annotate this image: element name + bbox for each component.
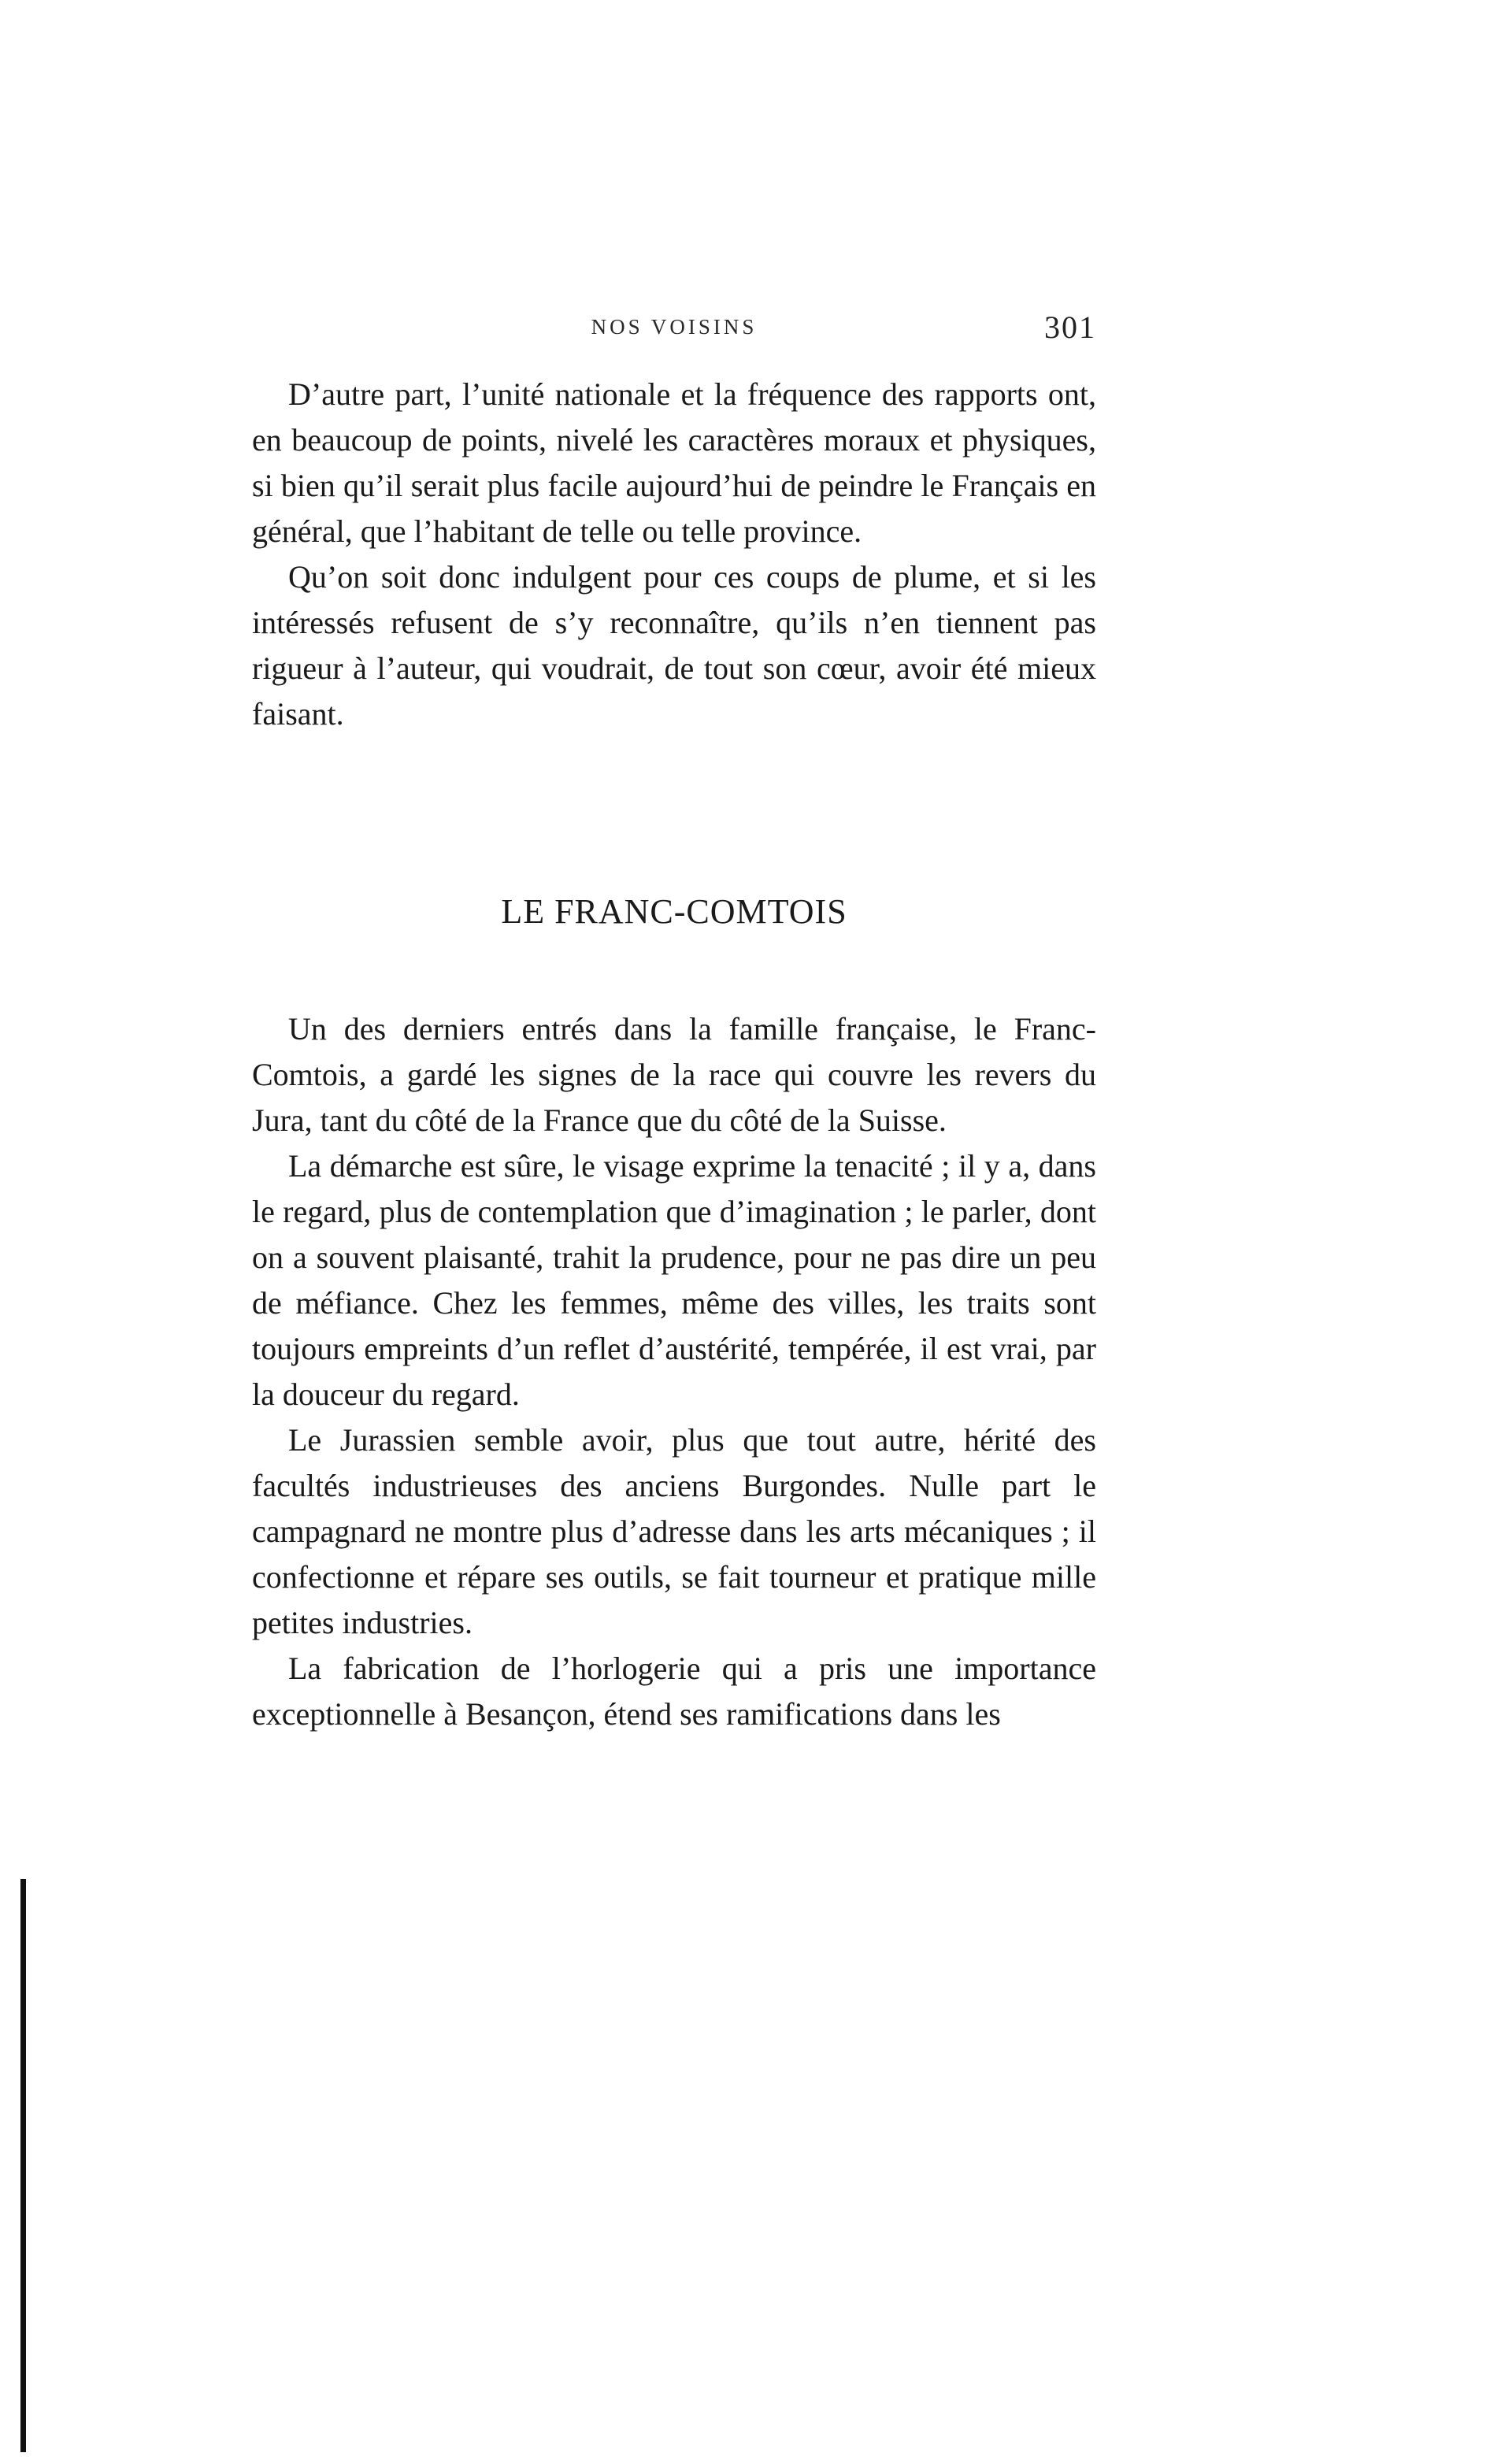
running-title: NOS VOISINS: [591, 315, 758, 339]
intro-text: [252, 372, 1096, 737]
paragraph: Qu’on soit donc indulgent pour ces coups de plume, et si les intéressés refusent de s’y reconnaître, qu’ils n’en tiennent pas rigueur à l’auteur, qui voudrait, de tout son cœur, avoir été mieux faisant.: [252, 559, 1096, 732]
paragraph: D’autre part, l’unité nationale et la fréquence des rapports ont, en beaucoup de points, nivelé les caractères moraux et physiques, si bien qu’il serait plus facile aujourd’hui de peindre le Français en général, que l’habitant de telle ou telle province.: [252, 376, 1096, 549]
paragraph: Le Jurassien semble avoir, plus que tout autre, hérité des facultés industrieuses des anciens Burgondes. Nulle part le campagnard ne montre plus d’adresse dans les arts mécaniques ; il confectionne et répare ses outils, se fait tourneur et pratique mille petites industries.: [252, 1422, 1096, 1640]
running-head: [252, 309, 1096, 348]
paragraph: Un des derniers entrés dans la famille française, le Franc-Comtois, a gardé les signes de la race qui couvre les revers du Jura, tant du côté de la France que du côté de la Suisse.: [252, 1011, 1096, 1138]
scan-edge-rule: [20, 1879, 26, 2452]
paragraph: La fabrication de l’horlogerie qui a pris une importance exceptionnelle à Besançon, étend ses ramifications dans les: [252, 1651, 1096, 1732]
chapter-text: [252, 1006, 1096, 1737]
page-number: 301: [1044, 309, 1096, 345]
chapter-title: LE FRANC-COMTOIS: [501, 892, 847, 931]
paragraph: La démarche est sûre, le visage exprime la tenacité ; il y a, dans le regard, plus de contemplation que d’imagination ; le parler, dont on a souvent plaisanté, trahit la prudence, pour ne pas dire un peu de méfiance. Chez les femmes, même des villes, les traits sont toujours empreints d’un reflet d’austérité, tempérée, il est vrai, par la douceur du regard.: [252, 1148, 1096, 1412]
